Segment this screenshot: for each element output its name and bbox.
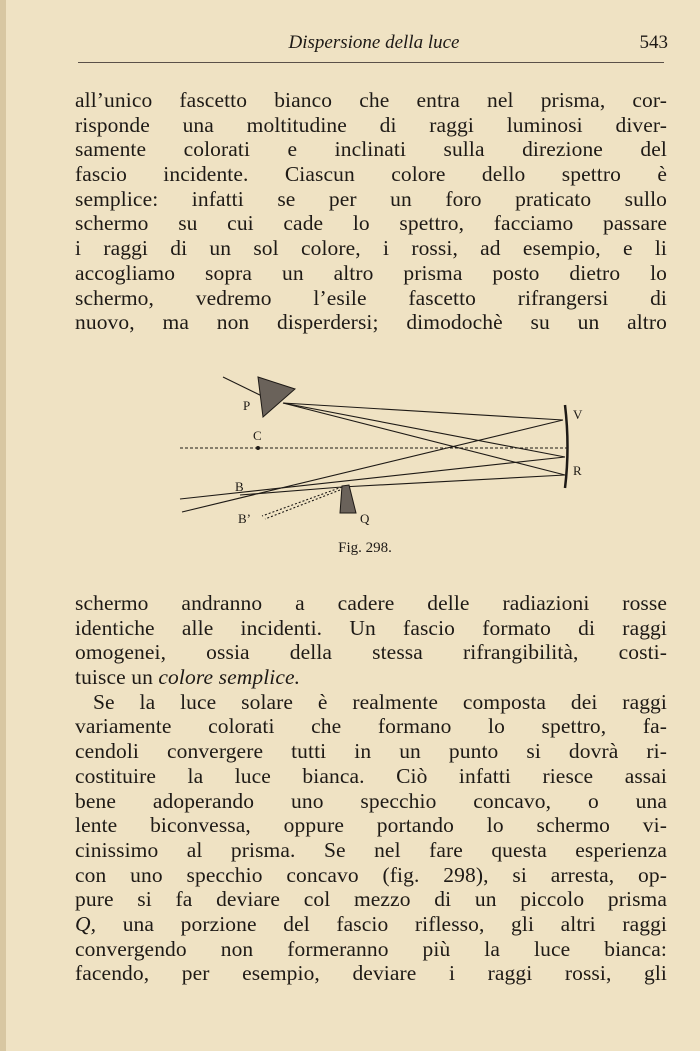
text-line — [75, 665, 667, 690]
text-line: pure si fa deviare col mezzo di un piccolo prisma — [75, 887, 667, 912]
text-span: una porzione del fascio riflesso, gli altri raggi — [96, 911, 667, 936]
figure-caption: Fig. 298. — [338, 540, 392, 556]
label-R: R — [573, 463, 582, 478]
italic-term: colore semplice. — [158, 665, 301, 690]
prism-Q — [340, 485, 356, 513]
prism-P — [258, 377, 295, 417]
text-line: semplice: infatti se per un foro praticato sullo — [75, 186, 667, 211]
text-line: risponde una moltitudine di raggi luminosi diver- — [75, 112, 667, 137]
text-line: convergendo non formeranno più la luce bianca: — [75, 936, 667, 961]
text-line: fascio incidente. Ciascun colore dello spettro è — [75, 162, 667, 187]
text-line: con uno specchio concavo (fig. 298), si arresta, op- — [75, 862, 667, 887]
text-line: facendo, per esempio, deviare i raggi rossi, gli — [75, 961, 667, 986]
text-line: Se la luce solare è realmente composta dei raggi — [93, 689, 667, 714]
paragraph-bottom — [75, 591, 667, 986]
text-span: tuisce un — [75, 665, 159, 690]
text-line: variamente colorati che formano lo spettro, fa- — [75, 714, 667, 739]
text-line: costituire la luce bianca. Ciò infatti riesce assai — [75, 763, 667, 788]
text-line: schermo andranno a cadere delle radiazioni rosse — [75, 591, 667, 615]
text-line: nuovo, ma non disperdersi; dimodochè su un altro — [75, 310, 667, 335]
label-B: B — [235, 479, 244, 494]
label-C: C — [253, 428, 262, 443]
text-line: schermo, vedremo l’esile fascetto rifrangersi di — [75, 285, 667, 310]
concave-mirror — [565, 405, 568, 488]
reflected-ray-R2 — [342, 475, 565, 487]
text-line: schermo su cui cade lo spettro, facciamo passare — [75, 211, 667, 236]
running-title: Dispersione della luce — [288, 32, 460, 53]
reflected-ray-V — [182, 420, 563, 512]
text-line: accogliamo sopra un altro prisma posto dietro lo — [75, 260, 667, 285]
deviated-ray-B2b — [262, 487, 342, 516]
text-line: omogenei, ossia della stessa rifrangibilità, costi- — [75, 640, 667, 665]
text-line: i raggi di un sol colore, i rossi, ad esempio, e li — [75, 236, 667, 261]
text-line — [75, 912, 667, 937]
text-line: cinissimo al prisma. Se nel fare questa esperienza — [75, 837, 667, 862]
text-line: lente biconvessa, oppure portando lo schermo vi- — [75, 813, 667, 838]
deviated-ray-B2 — [265, 490, 340, 519]
label-B-prime: B’ — [238, 511, 251, 526]
ray-to-R2 — [283, 403, 565, 475]
label-Q: Q — [360, 511, 370, 526]
text-line: samente colorati e inclinati sulla direzione del — [75, 137, 667, 162]
text-line: all’unico fascetto bianco che entra nel prisma, cor- — [75, 88, 667, 112]
page-number: 543 — [639, 32, 668, 53]
point-C — [256, 446, 260, 450]
label-P: P — [243, 398, 251, 413]
text-line: bene adoperando uno specchio concavo, o una — [75, 788, 667, 813]
text-line: identiche alle incidenti. Un fascio formato di raggi — [75, 615, 667, 640]
label-V: V — [573, 407, 583, 422]
text-line: cendoli convergere tutti in un punto si dovrà ri- — [75, 739, 667, 764]
italic-Q: Q, — [75, 911, 97, 936]
